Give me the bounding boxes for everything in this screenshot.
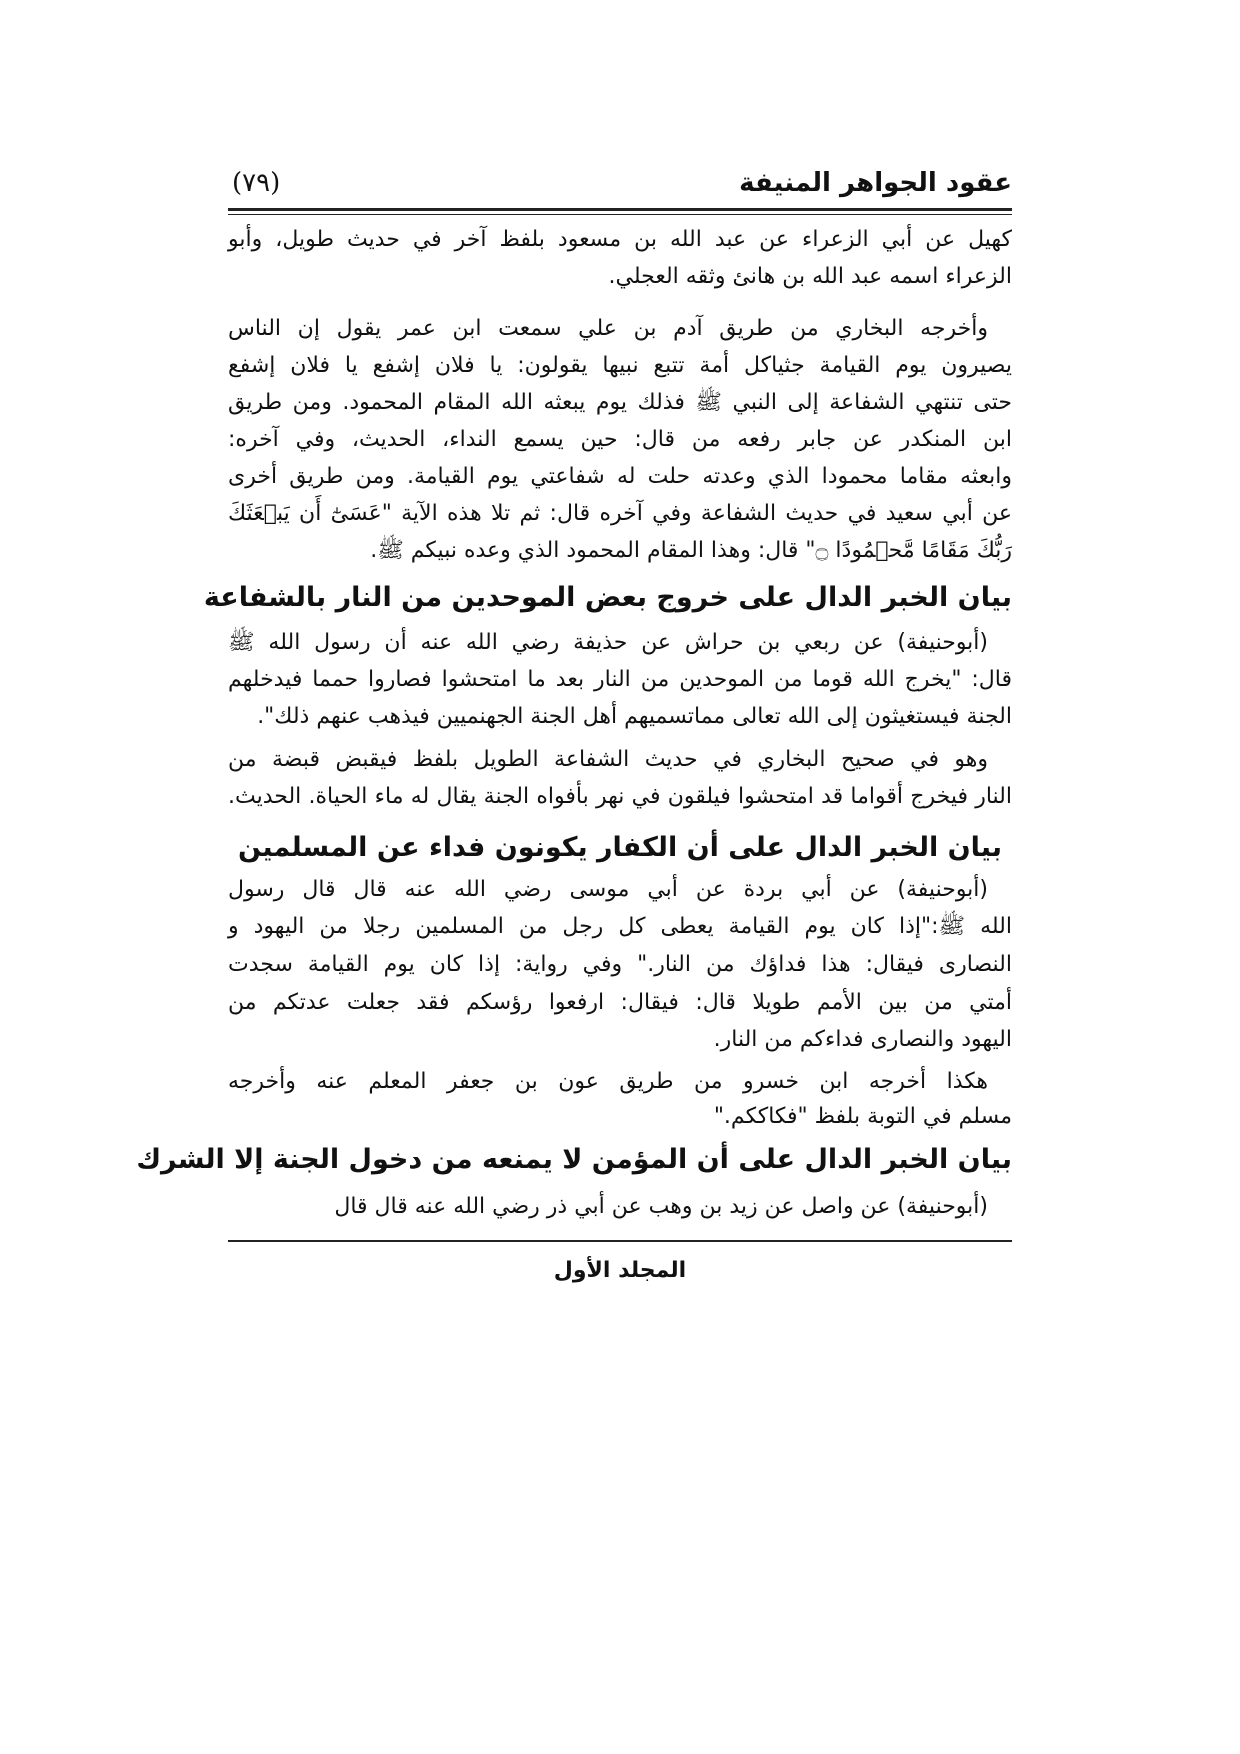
section-heading: بيان الخبر الدال على خروج بعض الموحدين من النار بالشفاعة (203, 582, 1012, 613)
text-line: هكذا أخرجه ابن خسرو من طريق عون بن جعفر المعلم عنه وأخرجه (228, 1069, 988, 1094)
text-line: النصارى فيقال: هذا فداؤك من النار." وفي رواية: إذا كان يوم القيامة سجدت (228, 952, 1012, 977)
text-line: (أبوحنيفة) عن واصل عن زيد بن وهب عن أبي ذر رضي الله عنه قال قال (334, 1194, 988, 1219)
text-line: يصيرون يوم القيامة جثياكل أمة تتبع نبيها يقولون: يا فلان إشفع يا فلان إشفع (228, 353, 1012, 378)
text-line: النار فيخرج أقواما قد امتحشوا فيلقون في نهر بأفواه الجنة يقال له ماء الحياة. الحديث. (228, 784, 1012, 809)
text-line: أمتي من بين الأمم طويلا قال: فيقال: ارفعوا رؤسكم فقد جعلت عدتكم من (228, 990, 1012, 1015)
text-line: قال: "يخرج الله قوما من الموحدين من النار بعد ما امتحشوا فصاروا حمما فيدخلهم (228, 667, 1012, 692)
book-title: عقود الجواهر المنيفة (739, 168, 1012, 198)
page-number: (٧٩) (232, 168, 281, 198)
text-line: ابن المنكدر عن جابر رفعه من قال: حين يسمع النداء، الحديث، وفي آخره: (228, 427, 1012, 452)
text-line: وأخرجه البخاري من طريق آدم بن علي سمعت ابن عمر يقول إن الناس (228, 316, 988, 341)
text-line: كهيل عن أبي الزعراء عن عبد الله بن مسعود بلفظ آخر في حديث طويل، وأبو (228, 227, 1012, 252)
section-heading: بيان الخبر الدال على أن المؤمن لا يمنعه من دخول الجنة إلا الشرك (136, 1144, 1012, 1175)
header-rule-thin (228, 214, 1012, 215)
text-line: الله ﷺ:"إذا كان يوم القيامة يعطى كل رجل من المسلمين رجلا من اليهود و (228, 914, 1012, 939)
text-line: مسلم في التوبة بلفظ "فكاككم." (713, 1104, 1012, 1129)
text-line: عن أبي سعيد في حديث الشفاعة وفي آخره قال: ثم تلا هذه الآية "عَسَىٰٓ أَن يَبۡعَثَكَ (228, 501, 1012, 526)
text-line: (أبوحنيفة) عن ربعي بن حراش عن حذيفة رضي الله عنه أن رسول الله ﷺ (228, 630, 988, 655)
footer-rule (228, 1240, 1012, 1242)
header-rule (228, 208, 1012, 211)
text-line: الزعراء اسمه عبد الله بن هانئ وثقه العجلي. (608, 264, 1012, 289)
text-line: الجنة فيستغيثون إلى الله تعالى مماتسميهم أهل الجنة الجهنميين فيذهب عنهم ذلك". (257, 704, 1012, 729)
text-line: اليهود والنصارى فداءكم من النار. (713, 1027, 1012, 1052)
text-line: حتى تنتهي الشفاعة إلى النبي ﷺ فذلك يوم يبعثه الله المقام المحمود. ومن طريق (228, 390, 1012, 415)
section-heading: بيان الخبر الدال على أن الكفار يكونون فداء عن المسلمين (238, 832, 1002, 863)
volume-footer: المجلد الأول (553, 1258, 687, 1283)
text-line: (أبوحنيفة) عن أبي بردة عن أبي موسى رضي الله عنه قال قال رسول (228, 877, 988, 902)
text-line: رَبُّكَ مَقَامًا مَّحۡمُودًا ۝" قال: وهذا المقام المحمود الذي وعده نبيكم ﷺ. (370, 538, 1012, 563)
text-line: وهو في صحيح البخاري في حديث الشفاعة الطويل بلفظ فيقبض قبضة من (228, 747, 988, 772)
text-line: وابعثه مقاما محمودا الذي وعدته حلت له شفاعتي يوم القيامة. ومن طريق أخرى (228, 464, 1012, 489)
